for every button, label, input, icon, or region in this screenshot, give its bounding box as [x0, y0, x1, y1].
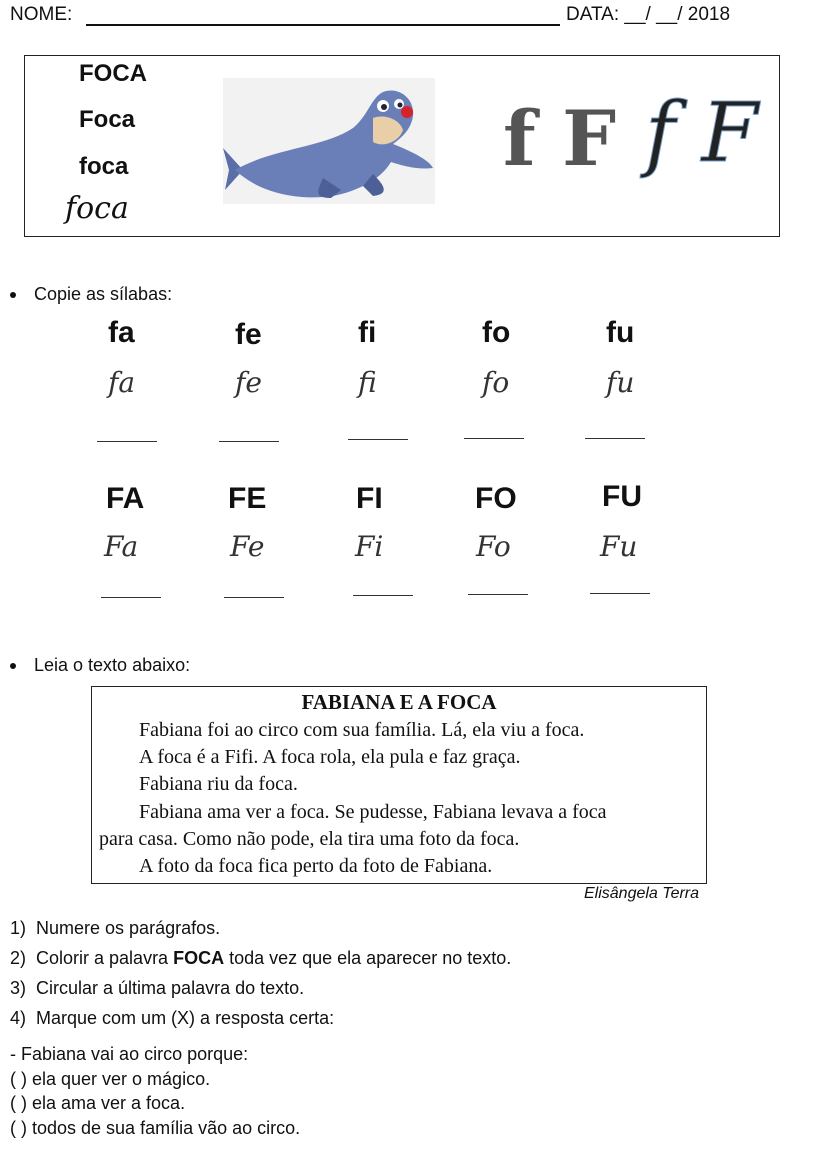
- seal-icon: [223, 78, 435, 204]
- letters-cursive: f F: [645, 86, 759, 181]
- word-lower: foca: [79, 153, 129, 180]
- name-line[interactable]: [86, 24, 560, 26]
- name-label: NOME:: [10, 4, 73, 25]
- syllables-instruction: [10, 284, 172, 305]
- syllable-upper-cursive: Fi: [355, 530, 384, 563]
- syllable-upper: FA: [106, 482, 145, 515]
- syllable-lower: fo: [482, 316, 511, 349]
- syllable-upper: FU: [602, 480, 642, 513]
- syllable-upper: FO: [475, 482, 517, 515]
- syllable-lower-cursive: fi: [358, 366, 377, 399]
- syllable-lower: fe: [235, 318, 262, 351]
- syllable-lower-cursive: fe: [235, 366, 262, 399]
- copy-line[interactable]: [585, 438, 645, 440]
- question-4-text: Marque com um (X) a resposta certa:: [36, 1008, 335, 1028]
- word-card: [24, 55, 780, 237]
- reading-line: Fabiana foi ao circo com sua família. Lá, ela viu a foca.: [139, 719, 585, 741]
- answer-option[interactable]: ( ) ela ama ver a foca.: [10, 1093, 186, 1113]
- syllable-upper-cursive: Fe: [230, 530, 265, 563]
- syllable-lower: fa: [108, 316, 135, 349]
- reading-author: Elisângela Terra: [584, 885, 700, 902]
- syllable-upper: FE: [228, 482, 267, 515]
- answer-option[interactable]: ( ) todos de sua família vão ao circo.: [10, 1118, 301, 1138]
- syllable-lower: fu: [606, 316, 635, 349]
- question-3-text: Circular a última palavra do texto.: [36, 978, 305, 998]
- syllable-upper-cursive: Fa: [104, 530, 139, 563]
- reading-line: Fabiana riu da foca.: [139, 773, 298, 795]
- word-cursive: foca: [65, 191, 129, 226]
- reading-instruction: [10, 655, 190, 676]
- syllable-lower-cursive: fa: [108, 366, 136, 399]
- copy-line[interactable]: [348, 439, 408, 441]
- syllable-upper-cursive: Fo: [476, 530, 511, 563]
- copy-line[interactable]: [468, 594, 528, 596]
- syllable-lower: fi: [358, 316, 377, 349]
- reading-line: para casa. Como não pode, ela tira uma foto da foca.: [99, 828, 520, 850]
- copy-line[interactable]: [464, 438, 524, 440]
- reading-line: Fabiana ama ver a foca. Se pudesse, Fabiana levava a foca: [139, 801, 607, 823]
- copy-line[interactable]: [101, 597, 161, 599]
- question-2-bold-word: FOCA: [173, 948, 225, 968]
- copy-line[interactable]: [590, 593, 650, 595]
- question-4: 4) Marque com um (X) a resposta certa:: [10, 1008, 335, 1028]
- question-2-text-pre: Colorir a palavra: [36, 948, 174, 968]
- question-1-text: Numere os parágrafos.: [36, 918, 221, 938]
- syllables-instruction-text: Copie as sílabas:: [34, 284, 173, 304]
- question-2-text-post: toda vez que ela aparecer no texto.: [224, 948, 512, 968]
- bullet-icon: [10, 292, 16, 298]
- copy-line[interactable]: [219, 441, 279, 443]
- question-2: 2) Colorir a palavra FOCA toda vez que ela aparecer no texto.: [10, 948, 512, 968]
- question-3: 3) Circular a última palavra do texto.: [10, 978, 305, 998]
- copy-line[interactable]: [353, 595, 413, 597]
- syllable-lower-cursive: fo: [482, 366, 510, 399]
- syllable-upper: FI: [356, 482, 383, 515]
- reading-title: FABIANA E A FOCA: [301, 690, 497, 714]
- word-upper: FOCA: [79, 60, 147, 87]
- bullet-icon: [10, 663, 16, 669]
- reading-line: A foca é a Fifi. A foca rola, ela pula e faz graça.: [139, 746, 521, 768]
- syllable-upper-cursive: Fu: [600, 530, 638, 563]
- reading-text-box: [91, 686, 707, 884]
- copy-line[interactable]: [97, 441, 157, 443]
- date-label: DATA: __/ __/ 2018: [566, 4, 731, 25]
- reading-instruction-text: Leia o texto abaixo:: [34, 655, 191, 675]
- reading-line: A foto da foca fica perto da foto de Fabiana.: [139, 855, 493, 877]
- question-1: 1) Numere os parágrafos.: [10, 918, 221, 938]
- word-title: Foca: [79, 106, 136, 133]
- answer-option[interactable]: ( ) ela quer ver o mágico.: [10, 1069, 211, 1089]
- copy-line[interactable]: [224, 597, 284, 599]
- letters-print: f F: [503, 94, 617, 183]
- question-prompt: - Fabiana vai ao circo porque:: [10, 1044, 249, 1064]
- syllable-lower-cursive: fu: [606, 366, 635, 399]
